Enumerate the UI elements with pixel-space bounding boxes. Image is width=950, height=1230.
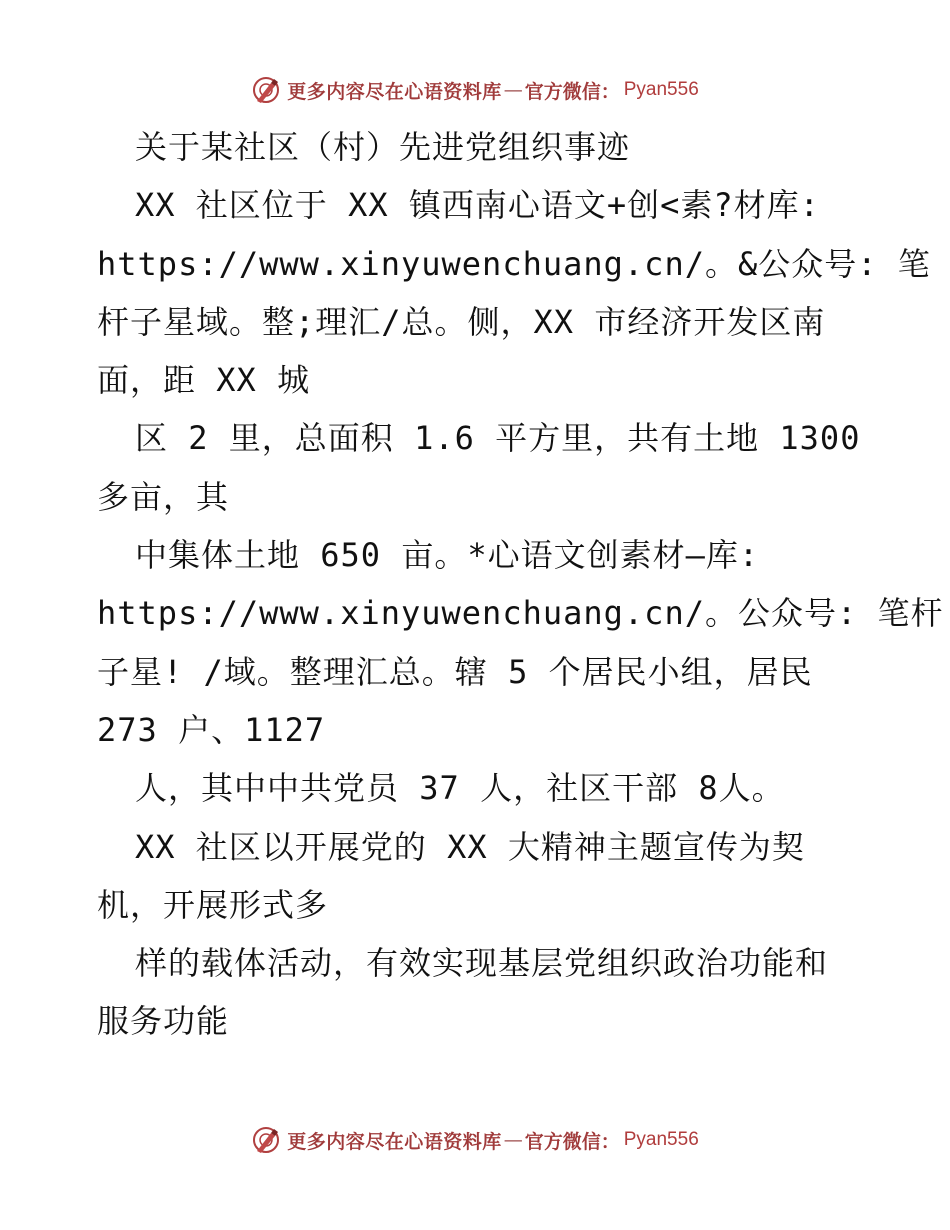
paragraph-line: https://www.xinyuwenchuang.cn/。&公众号: 笔 [97, 244, 931, 283]
document-body [97, 118, 944, 1051]
paragraph-line: 机，开展形式多 [97, 885, 329, 924]
footer-banner-text: 更多内容尽在心语资料库 [287, 1130, 502, 1153]
pen-in-circle-icon [251, 75, 281, 105]
paragraph-line: https://www.xinyuwenchuang.cn/。公众号: 笔杆 [97, 594, 944, 633]
paragraph-line: 人，其中中共党员 37 人，社区干部 8人。 [135, 769, 785, 808]
paragraph-line: 面，距 XX 城 [97, 361, 311, 400]
footer-contact-id: Pyan556 [623, 1129, 699, 1150]
paragraph-line: XX 社区以开展党的 XX 大精神主题宣传为契 [135, 827, 805, 866]
paragraph-line: 杆子星域。整;理汇/总。侧，XX 市经济开发区南 [97, 302, 826, 341]
paragraph-line: 样的载体活动，有效实现基层党组织政治功能和 [135, 944, 829, 983]
paragraph-line: 区 2 里，总面积 1.6 平方里，共有土地 1300 [135, 419, 861, 458]
page-footer-banner [0, 1120, 950, 1160]
header-separator: — [503, 79, 523, 101]
paragraph-line: 多亩，其 [97, 477, 230, 516]
page-header-banner [0, 70, 950, 110]
paragraph-line: XX 社区位于 XX 镇西南心语文+创<素?材库: [135, 186, 820, 225]
paragraph-line: 子星! /域。整理汇总。辖 5 个居民小组，居民 [97, 652, 813, 691]
footer-separator: — [503, 1129, 523, 1151]
header-contact-id: Pyan556 [623, 79, 699, 100]
header-contact-label: 官方微信： [524, 80, 620, 103]
document-title: 关于某社区（村）先进党组织事迹 [135, 128, 631, 166]
paragraph-line: 273 户、1127 [97, 710, 326, 749]
header-banner-text: 更多内容尽在心语资料库 [287, 80, 502, 103]
paragraph-line: 中集体土地 650 亩。*心语文创素材—库: [135, 536, 760, 575]
paragraph-line: 服务功能 [97, 1002, 230, 1041]
pen-in-circle-icon [251, 1125, 281, 1155]
footer-contact-label: 官方微信： [524, 1130, 620, 1153]
